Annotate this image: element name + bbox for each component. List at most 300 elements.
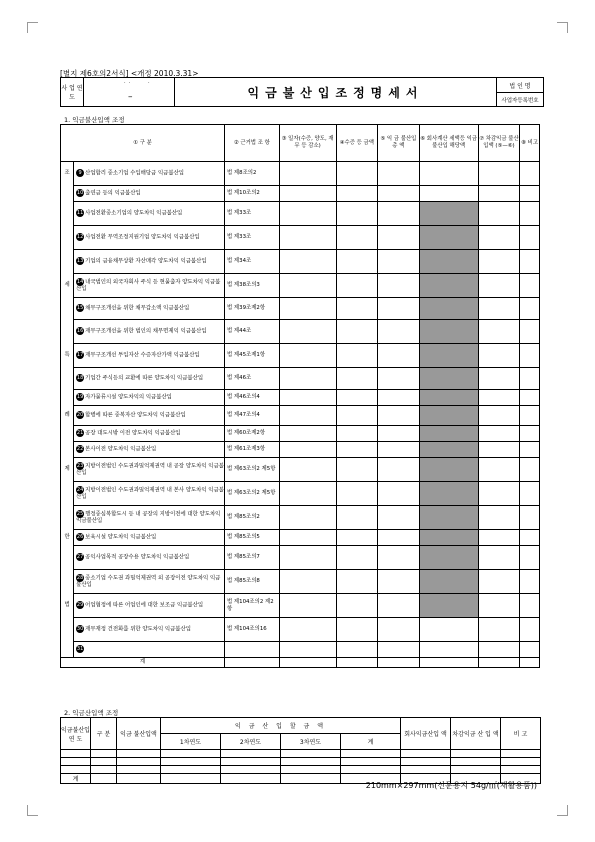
row-basis: 법 제8조의2: [225, 162, 280, 186]
header-table: [60, 77, 544, 107]
cell-total[interactable]: [378, 298, 420, 320]
cell-company[interactable]: [419, 186, 478, 202]
row-basis: 법 제10조의2: [225, 186, 280, 202]
col-deducted: ⑦ 차감익금 불산입액 (⑤—⑥): [478, 125, 520, 162]
row-basis: 법 제104조의2 제2항: [225, 594, 280, 618]
cell-deducted[interactable]: [478, 344, 520, 368]
table-row: [61, 530, 540, 546]
cell-remark[interactable]: [520, 530, 540, 546]
row-number: 28: [76, 575, 84, 582]
cell-deducted[interactable]: [478, 642, 520, 658]
cell-date[interactable]: [279, 202, 336, 226]
cell-date[interactable]: [279, 506, 336, 530]
row-number: 31: [76, 646, 84, 653]
cell-total[interactable]: [378, 226, 420, 250]
cell-amount[interactable]: [336, 250, 378, 274]
cell-company: [419, 202, 478, 226]
row-item-label: 지방이전법인 수도권과밀억제권역 내 본사 양도차익 익금불산입: [76, 487, 224, 501]
cell-total[interactable]: [378, 642, 420, 658]
cell-amount[interactable]: [336, 570, 378, 594]
sum-header-total: 계: [341, 734, 401, 750]
cell-company: [419, 506, 478, 530]
cell-deducted[interactable]: [478, 298, 520, 320]
cell-remark[interactable]: [520, 162, 540, 186]
cell-deducted[interactable]: [478, 594, 520, 618]
cell-deducted[interactable]: [478, 546, 520, 570]
cell-deducted[interactable]: [478, 482, 520, 506]
cell-amount[interactable]: [336, 506, 378, 530]
table-row: [61, 250, 540, 274]
col-remark: ⑧ 비고: [520, 125, 540, 162]
row-basis: 법 제38조의3: [225, 274, 280, 298]
row-item-label: 재무구조개선을 위한 법인의 채무면제익 익금불산입: [85, 328, 207, 335]
row-basis: [225, 642, 280, 658]
cell-remark[interactable]: [520, 368, 540, 390]
row-item-label: 지방이전법인 수도권과밀억제권역 내 공장 양도차익 익금불산입: [76, 463, 224, 477]
cell-company: [419, 426, 478, 442]
row-basis: 법 제85조의2: [225, 506, 280, 530]
cell-total[interactable]: [378, 570, 420, 594]
cell-deducted[interactable]: [478, 618, 520, 642]
row-item: [74, 442, 225, 458]
cell-company: [419, 530, 478, 546]
sum-header-inclusion: 익 금 산 입 할 금 액: [161, 718, 401, 734]
row-item-label: 산업합리 중소기업 수입배당금 익금불산입: [85, 170, 184, 177]
cell-amount[interactable]: [336, 344, 378, 368]
cell-amount[interactable]: [336, 274, 378, 298]
table-row: [61, 506, 540, 530]
cell-date[interactable]: [279, 618, 336, 642]
cell-remark[interactable]: [520, 298, 540, 320]
row-number: 23: [76, 463, 84, 470]
side-label: [61, 506, 74, 530]
cell-amount[interactable]: [336, 162, 378, 186]
cell-date[interactable]: [279, 570, 336, 594]
cell-company: [419, 274, 478, 298]
row-item-label: 본사이전 양도차익 익금불산입: [85, 446, 157, 453]
row-item: [74, 530, 225, 546]
crop-mark: [557, 805, 568, 816]
side-label: [61, 320, 74, 344]
cell-amount[interactable]: [336, 530, 378, 546]
cell-total[interactable]: [378, 406, 420, 426]
table-row: [61, 458, 540, 482]
row-item-label: 보육시설 양도차익 익금불산입: [85, 534, 157, 541]
row-basis: 법 제61조제3항: [225, 442, 280, 458]
side-label: [61, 546, 74, 570]
row-item: [74, 226, 225, 250]
col-total: ⑤ 익 금 불산입 총 액: [378, 125, 420, 162]
table-row: [61, 482, 540, 506]
row-basis: 법 제63조의2 제5항: [225, 458, 280, 482]
side-label: [61, 298, 74, 320]
cell-deducted[interactable]: [478, 406, 520, 426]
row-number: 26: [76, 534, 84, 541]
total-label: 계: [61, 658, 225, 668]
cell-company: [419, 298, 478, 320]
cell-amount[interactable]: [336, 482, 378, 506]
row-item: [74, 642, 225, 658]
cell-date[interactable]: [279, 426, 336, 442]
row-basis: 법 제45조제1항: [225, 344, 280, 368]
table-row: [61, 344, 540, 368]
table-row: [61, 202, 540, 226]
row-item: [74, 546, 225, 570]
row-item: [74, 594, 225, 618]
row-basis: 법 제33조: [225, 226, 280, 250]
cell-company: [419, 250, 478, 274]
cell-remark[interactable]: [520, 186, 540, 202]
table-row: [61, 442, 540, 458]
row-item-label: 재무재정 건전화를 위한 양도차익 익금불산입: [85, 626, 191, 633]
row-number: 13: [76, 258, 84, 265]
cell-total[interactable]: [378, 458, 420, 482]
cell-company[interactable]: [419, 642, 478, 658]
cell-remark[interactable]: [520, 594, 540, 618]
cell-company: [419, 320, 478, 344]
row-item-label: 기업의 금융채무상환 자산매각 양도차익 익금불산입: [85, 258, 207, 265]
cell-amount[interactable]: [336, 298, 378, 320]
sum-total-label: 계: [61, 774, 91, 784]
cell-date[interactable]: [279, 406, 336, 426]
side-label: 법: [61, 594, 74, 618]
sum-header-remark: 비 고: [501, 718, 541, 750]
cell-company: [419, 594, 478, 618]
side-label: [61, 250, 74, 274]
cell-total[interactable]: [378, 202, 420, 226]
cell-date[interactable]: [279, 482, 336, 506]
row-basis: 법 제85조의5: [225, 530, 280, 546]
cell-company: [419, 546, 478, 570]
sum-header-year: 익금불산입 연 도: [61, 718, 91, 750]
cell-company: [419, 570, 478, 594]
row-item-label: 사업전환 무역조정지원기업 양도차익 익금불산입: [85, 234, 200, 241]
cell-amount[interactable]: [336, 390, 378, 406]
cell-remark[interactable]: [520, 642, 540, 658]
col-basis: ② 근거법 조 항: [225, 125, 280, 162]
corp-name-label: 법 인 명: [497, 78, 544, 93]
cell-date[interactable]: [279, 530, 336, 546]
cell-remark[interactable]: [520, 406, 540, 426]
table-row: [61, 298, 540, 320]
cell-remark[interactable]: [520, 506, 540, 530]
cell-company: [419, 344, 478, 368]
table-row: [61, 368, 540, 390]
row-number: 25: [76, 511, 84, 518]
cell-deducted[interactable]: [478, 506, 520, 530]
cell-company: [419, 482, 478, 506]
col-category: ① 구 분: [61, 125, 225, 162]
row-number: 17: [76, 352, 84, 359]
row-basis: 법 제46조의4: [225, 390, 280, 406]
section2-title: 2. 익금산입액 조정: [64, 709, 119, 717]
row-item-label: 재무구조개선 투입자산 수증자산가액 익금불산입: [85, 352, 200, 359]
biz-year-field[interactable]: · · · –: [84, 78, 175, 107]
row-number: 16: [76, 328, 84, 335]
row-item-label: 내국법인의 외국자회사 주식 등 현물출자 양도차익 익금불산입: [76, 279, 221, 293]
cell-deducted[interactable]: [478, 368, 520, 390]
cell-amount[interactable]: [336, 186, 378, 202]
cell-amount[interactable]: [336, 320, 378, 344]
cell-remark[interactable]: [520, 344, 540, 368]
table-row: [61, 642, 540, 658]
sum-header-kind: 구 분: [91, 718, 117, 750]
cell-amount[interactable]: [336, 426, 378, 442]
row-basis: 법 제63조의2 제5항: [225, 482, 280, 506]
row-number: 12: [76, 234, 84, 241]
row-number: 29: [76, 602, 84, 609]
cell-total[interactable]: [378, 344, 420, 368]
side-label: 특: [61, 344, 74, 368]
reg-no-label: 사업자등록번호: [497, 93, 544, 107]
cell-company: [419, 368, 478, 390]
cell-deducted[interactable]: [478, 186, 520, 202]
cell-total[interactable]: [378, 442, 420, 458]
cell-date[interactable]: [279, 250, 336, 274]
cell-amount[interactable]: [336, 202, 378, 226]
cell-total[interactable]: [378, 618, 420, 642]
side-label: [61, 202, 74, 226]
cell-date[interactable]: [279, 594, 336, 618]
cell-deducted[interactable]: [478, 570, 520, 594]
cell-amount[interactable]: [336, 226, 378, 250]
sum-header-deduct: 차감익금 산 입 액: [451, 718, 501, 750]
cell-amount[interactable]: [336, 594, 378, 618]
cell-remark[interactable]: [520, 320, 540, 344]
form-number: [별지 제6호의2서식] <개정 2010.3.31>: [60, 69, 199, 78]
cell-total[interactable]: [378, 368, 420, 390]
row-item-label: 출연금 등의 익금불산입: [85, 190, 141, 197]
row-item: [74, 186, 225, 202]
cell-date[interactable]: [279, 320, 336, 344]
crop-mark: [27, 805, 38, 816]
cell-deducted[interactable]: [478, 202, 520, 226]
cell-date[interactable]: [279, 298, 336, 320]
cell-remark[interactable]: [520, 390, 540, 406]
side-label: [61, 226, 74, 250]
row-item: [74, 406, 225, 426]
cell-date[interactable]: [279, 442, 336, 458]
cell-total[interactable]: [378, 426, 420, 442]
table-row: [61, 570, 540, 594]
cell-remark[interactable]: [520, 426, 540, 442]
side-label: [61, 426, 74, 442]
row-number: 14: [76, 279, 84, 286]
row-number: 18: [76, 375, 84, 382]
crop-mark: [27, 22, 38, 33]
row-basis: 법 제104조의16: [225, 618, 280, 642]
cell-total[interactable]: [378, 506, 420, 530]
cell-remark[interactable]: [520, 482, 540, 506]
side-label: 세: [61, 274, 74, 298]
table-row: [61, 758, 541, 766]
side-label: [61, 442, 74, 458]
cell-date[interactable]: [279, 162, 336, 186]
table-row: [61, 390, 540, 406]
cell-remark[interactable]: [520, 442, 540, 458]
cell-date[interactable]: [279, 226, 336, 250]
row-number: 30: [76, 626, 84, 633]
row-item: [74, 298, 225, 320]
cell-company: [419, 226, 478, 250]
side-label: 례: [61, 406, 74, 426]
cell-date[interactable]: [279, 642, 336, 658]
col-date: ③ 일자(수증, 양도, 재무 등 감소): [279, 125, 336, 162]
cell-total[interactable]: [378, 390, 420, 406]
table-row: [61, 618, 540, 642]
cell-amount[interactable]: [336, 368, 378, 390]
cell-remark[interactable]: [520, 618, 540, 642]
table-row: [61, 594, 540, 618]
cell-total[interactable]: [378, 482, 420, 506]
cell-deducted[interactable]: [478, 426, 520, 442]
row-item: [74, 570, 225, 594]
row-number: 19: [76, 394, 84, 401]
cell-date[interactable]: [279, 390, 336, 406]
table-row: [61, 226, 540, 250]
row-number: 21: [76, 430, 84, 437]
row-item-label: 공장 대도시밖 이전 양도차익 익금불산입: [85, 430, 181, 437]
cell-remark[interactable]: [520, 250, 540, 274]
sum-header-y1: 1차연도: [161, 734, 221, 750]
side-label: [61, 482, 74, 506]
row-item: [74, 618, 225, 642]
cell-deducted[interactable]: [478, 390, 520, 406]
row-basis: 법 제44조: [225, 320, 280, 344]
row-item: [74, 202, 225, 226]
cell-company[interactable]: [419, 162, 478, 186]
cell-total[interactable]: [378, 320, 420, 344]
row-item-label: 합병에 따른 중복자산 양도차익 익금불산입: [85, 412, 186, 419]
page-title: 익금불산입조정명세서: [175, 78, 497, 107]
cell-amount[interactable]: [336, 642, 378, 658]
cell-deducted[interactable]: [478, 226, 520, 250]
row-number: 10: [76, 190, 84, 197]
adjustment-table: [60, 124, 540, 668]
row-item-label: 기업간 주식등의 교환에 따른 양도차익 익금불산입: [85, 375, 204, 382]
cell-deducted[interactable]: [478, 442, 520, 458]
table-row: [61, 546, 540, 570]
row-item: [74, 390, 225, 406]
col-amount: ④수증 등 금액: [336, 125, 378, 162]
sum-header-company: 회사익금산입 액: [401, 718, 451, 750]
cell-remark[interactable]: [520, 226, 540, 250]
cell-total[interactable]: [378, 594, 420, 618]
row-item-label: 행정중심복합도시 등 내 공장의 지방이전에 대한 양도차익 익금불산입: [76, 511, 221, 525]
row-basis: 법 제85조의7: [225, 546, 280, 570]
cell-amount[interactable]: [336, 442, 378, 458]
row-number: 9: [76, 169, 84, 177]
cell-remark[interactable]: [520, 202, 540, 226]
biz-year-label: 사 업 연 도: [61, 78, 84, 107]
sum-header-y3: 3차연도: [281, 734, 341, 750]
row-item-label: 중소기업 수도권 과밀억제권역 외 공장이전 양도차익 익금불산입: [76, 575, 221, 589]
cell-deducted[interactable]: [478, 530, 520, 546]
table-row: [61, 320, 540, 344]
row-item: [74, 506, 225, 530]
crop-mark: [557, 22, 568, 33]
cell-deducted[interactable]: [478, 320, 520, 344]
row-item-label: 자가물류시설 양도차익의 익금불산입: [85, 394, 172, 401]
side-label: [61, 642, 74, 658]
row-item: [74, 426, 225, 442]
cell-company: [419, 442, 478, 458]
row-basis: 법 제46조: [225, 368, 280, 390]
table-row: [61, 186, 540, 202]
row-item: [74, 458, 225, 482]
cell-remark[interactable]: [520, 546, 540, 570]
cell-company: [419, 458, 478, 482]
row-item: [74, 482, 225, 506]
cell-amount[interactable]: [336, 618, 378, 642]
row-basis: 법 제34조: [225, 250, 280, 274]
side-label: [61, 570, 74, 594]
cell-date[interactable]: [279, 186, 336, 202]
cell-deducted[interactable]: [478, 274, 520, 298]
cell-amount[interactable]: [336, 546, 378, 570]
col-company: ⑥ 회사계산 세액등 익금불산입 해당액: [419, 125, 478, 162]
row-number: 22: [76, 446, 84, 453]
row-item: [74, 250, 225, 274]
cell-total[interactable]: [378, 546, 420, 570]
row-number: 24: [76, 487, 84, 494]
table-row: [61, 426, 540, 442]
cell-company[interactable]: [419, 618, 478, 642]
cell-date[interactable]: [279, 368, 336, 390]
total-row: [61, 658, 540, 668]
row-number: 11: [76, 210, 84, 217]
row-number: 20: [76, 412, 84, 419]
paper-spec: 210mm×297mm(신문용지 54g/㎡(재활용품)): [365, 781, 537, 790]
row-item-label: 채무구조개선을 위한 채무감소액 익금불산입: [85, 305, 190, 312]
cell-total[interactable]: [378, 530, 420, 546]
section1-title: 1. 익금불산입액 조정: [64, 116, 125, 124]
row-basis: 법 제33조: [225, 202, 280, 226]
cell-total[interactable]: [378, 186, 420, 202]
cell-total[interactable]: [378, 162, 420, 186]
side-label: 제: [61, 458, 74, 482]
table-row: [61, 162, 540, 186]
cell-remark[interactable]: [520, 458, 540, 482]
cell-remark[interactable]: [520, 274, 540, 298]
side-label: [61, 368, 74, 390]
row-item: [74, 344, 225, 368]
cell-date[interactable]: [279, 274, 336, 298]
row-item: [74, 320, 225, 344]
cell-amount[interactable]: [336, 458, 378, 482]
cell-date[interactable]: [279, 546, 336, 570]
cell-total[interactable]: [378, 250, 420, 274]
row-item: [74, 274, 225, 298]
row-number: 27: [76, 554, 84, 561]
cell-deducted[interactable]: [478, 458, 520, 482]
cell-total[interactable]: [378, 274, 420, 298]
cell-company: [419, 390, 478, 406]
side-label: [61, 390, 74, 406]
inclusion-table: [60, 717, 541, 784]
row-basis: 법 제60조제2항: [225, 426, 280, 442]
cell-date[interactable]: [279, 344, 336, 368]
table-row: [61, 750, 541, 758]
cell-amount[interactable]: [336, 406, 378, 426]
cell-deducted[interactable]: [478, 250, 520, 274]
cell-date[interactable]: [279, 458, 336, 482]
table-row: [61, 274, 540, 298]
sum-header-y2: 2차연도: [221, 734, 281, 750]
cell-remark[interactable]: [520, 570, 540, 594]
side-label: [61, 186, 74, 202]
cell-deducted[interactable]: [478, 162, 520, 186]
